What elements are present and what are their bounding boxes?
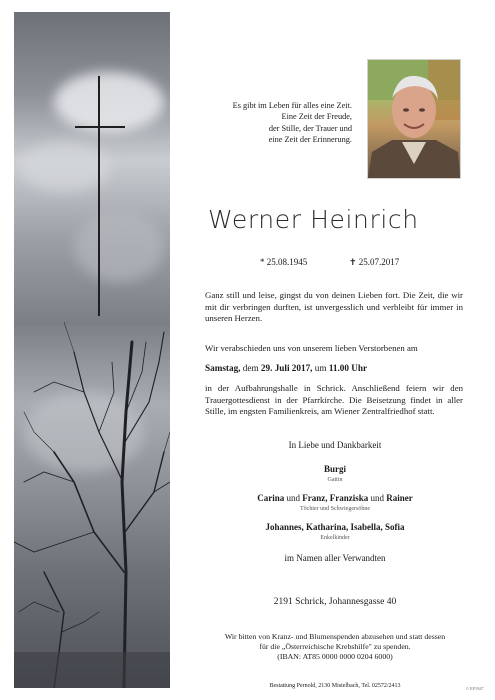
death-date: ✝ 25.07.2017 [349,257,400,267]
grandchildren-role: Enkelkinder [320,535,350,541]
conjunction: und [370,493,384,503]
grandchildren-names: Johannes, Katharina, Isabella, Sofia [265,522,405,532]
spouse-role: Gattin [327,477,343,483]
child-name: Franz, Franziska [302,493,369,503]
document-code: © EP 9347 [466,686,484,691]
all-relatives: im Namen aller Verwandten [284,553,386,563]
deceased-name: Werner Heinrich [208,205,419,234]
announcement-paragraph [205,343,463,355]
donation-line: Wir bitten von Kranz- und Blumenspenden abzusehen und statt dessen [224,632,446,641]
portrait-photo [367,59,461,179]
child-name: Rainer [386,493,413,503]
service-time-label: um [314,363,327,373]
service-time: 11.00 Uhr [328,363,368,373]
mourners-intro: In Liebe und Dankbarkeit [288,440,382,450]
donation-note [205,632,465,662]
spouse-name: Burgi [323,464,346,474]
funeral-home-footer: Bestattung Pernold, 2130 Mistelbach, Tel. 02572/2413 [269,683,401,689]
cross-icon [75,76,135,316]
poem-line: Es gibt im Leben für alles eine Zeit. [232,101,352,110]
child-name: Carina [257,493,285,503]
poem-line: eine Zeit der Erinnerung. [268,134,352,144]
birth-date: * 25.08.1945 [260,257,308,267]
conjunction: und [286,493,300,503]
family-address: 2191 Schrick, Johannesgasse 40 [273,597,397,607]
donation-line: (IBAN: AT85 0000 0000 0204 6000) [277,652,393,661]
poem-line: Eine Zeit der Freude, [281,112,352,122]
service-date-label: dem [242,363,259,373]
service-date: 29. Juli 2017, [260,363,313,373]
announcement-text: Wir verabschieden uns von unserem lieben Verstorbenen am [205,343,418,353]
service-day: Samstag, [205,363,241,373]
farewell-paragraph: Ganz still und leise, gingst du von deinen Lieben fort. Die Zeit, die wir mit dir verbringen durften, ist unvergesslich und verbleibt für immer in unseren Herzen. [205,290,463,324]
side-image-sky [14,12,170,688]
service-datetime [205,363,465,373]
poem [186,100,352,145]
donation-line: für die „Österreichische Krebshilfe" zu spenden. [259,642,411,651]
children-role: Töchter und Schwiegersöhne [300,506,370,512]
children-names [205,493,465,503]
ceremony-paragraph: in der Aufbahrungshalle in Schrick. Anschließend feiern wir den Trauergottesdienst in der Pfarrkirche. Die Beisetzung findet in aller Stille, im engsten Familienkreis, am Wiener Zentralfriedhof statt. [205,383,463,417]
poem-line: der Stille, der Trauer und [268,123,352,133]
